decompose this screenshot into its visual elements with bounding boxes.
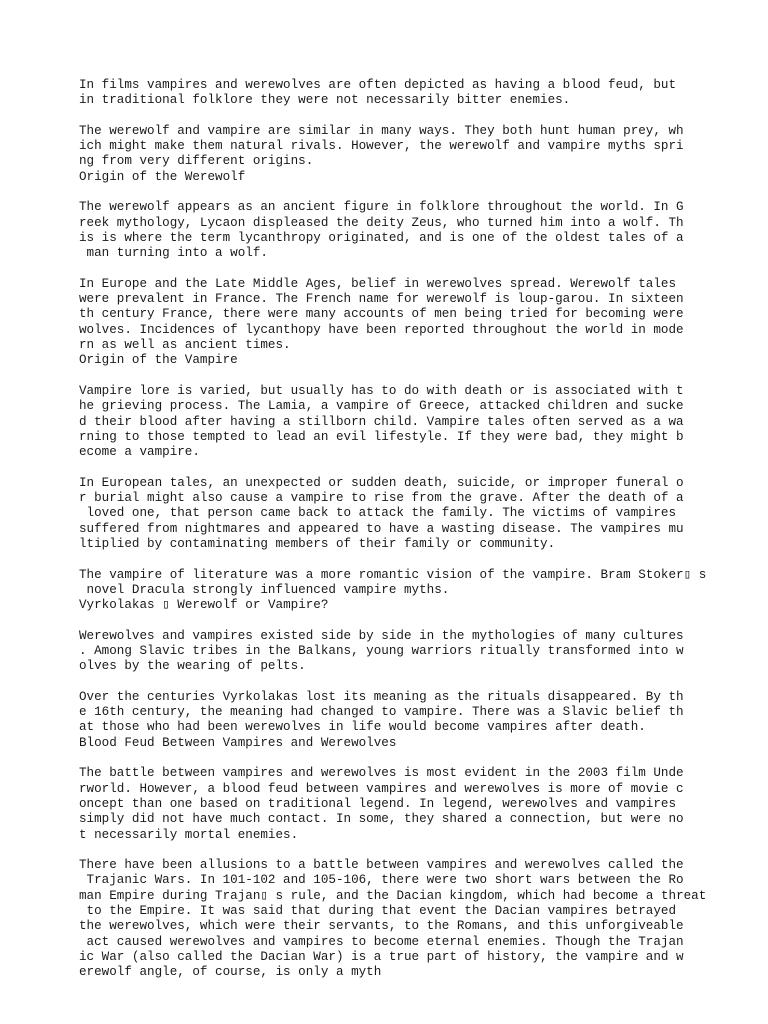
text-line: rn as well as ancient times. bbox=[79, 338, 291, 353]
text-line: The battle between vampires and werewolves is most evident in the 2003 film Unde bbox=[79, 766, 684, 781]
text-line: is is where the term lycanthropy originated, and is one of the oldest tales of a bbox=[79, 230, 684, 245]
text-line: erewolf angle, of course, is only a myth bbox=[79, 965, 382, 980]
text-line: ic War (also called the Dacian War) is a true part of history, the vampire and w bbox=[79, 949, 684, 964]
paragraph-7 bbox=[79, 568, 759, 614]
text-line: in traditional folklore they were not necessarily bitter enemies. bbox=[79, 93, 571, 108]
text-line: e 16th century, the meaning had changed to vampire. There was a Slavic belief th bbox=[79, 705, 684, 720]
paragraph-10 bbox=[79, 766, 759, 842]
text-line: th century France, there were many accounts of men being tried for becoming were bbox=[79, 307, 684, 322]
section-heading-blood-feud: Blood Feud Between Vampires and Werewolves bbox=[79, 735, 397, 750]
text-line: rning to those tempted to lead an evil lifestyle. If they were bad, they might b bbox=[79, 429, 684, 444]
text-line: The werewolf appears as an ancient figure in folklore throughout the world. In G bbox=[79, 200, 684, 215]
text-line: oncept than one based on traditional legend. In legend, werewolves and vampires bbox=[79, 796, 677, 811]
text-line: man turning into a wolf. bbox=[79, 246, 268, 261]
text-line: ltiplied by contaminating members of their family or community. bbox=[79, 536, 556, 551]
text-line: rworld. However, a blood feud between vampires and werewolves is more of movie c bbox=[79, 781, 684, 796]
paragraph-1 bbox=[79, 78, 759, 109]
text-line: In European tales, an unexpected or sudden death, suicide, or improper funeral o bbox=[79, 475, 684, 490]
paragraph-2 bbox=[79, 124, 759, 185]
text-line: There have been allusions to a battle between vampires and werewolves called the bbox=[79, 858, 684, 873]
document-body bbox=[79, 78, 759, 981]
text-line: The vampire of literature was a more romantic vision of the vampire. Bram Stoker▯ s bbox=[79, 567, 707, 582]
text-line: r burial might also cause a vampire to rise from the grave. After the death of a bbox=[79, 491, 684, 506]
text-line: man Empire during Trajan▯ s rule, and the Dacian kingdom, which had become a threat bbox=[79, 888, 707, 903]
section-heading-werewolf-origin: Origin of the Werewolf bbox=[79, 169, 246, 184]
text-line: d their blood after having a stillborn child. Vampire tales often served as a wa bbox=[79, 414, 684, 429]
text-line: ng from very different origins. bbox=[79, 154, 314, 169]
paragraph-9 bbox=[79, 690, 759, 751]
paragraph-4 bbox=[79, 277, 759, 369]
text-line: ecome a vampire. bbox=[79, 445, 200, 460]
text-line: act caused werewolves and vampires to become eternal enemies. Though the Trajan bbox=[79, 934, 684, 949]
text-line: suffered from nightmares and appeared to have a wasting disease. The vampires mu bbox=[79, 521, 684, 536]
text-line: were prevalent in France. The French name for werewolf is loup-garou. In sixteen bbox=[79, 292, 684, 307]
text-line: Trajanic Wars. In 101-102 and 105-106, there were two short wars between the Ro bbox=[79, 873, 684, 888]
text-line: novel Dracula strongly influenced vampire myths. bbox=[79, 582, 450, 597]
text-line: . Among Slavic tribes in the Balkans, young warriors ritually transformed into w bbox=[79, 643, 684, 658]
text-line: In Europe and the Late Middle Ages, belief in werewolves spread. Werewolf tales bbox=[79, 276, 677, 291]
text-line: simply did not have much contact. In some, they shared a connection, but were no bbox=[79, 812, 684, 827]
text-line: loved one, that person came back to attack the family. The victims of vampires bbox=[79, 506, 677, 521]
text-line: reek mythology, Lycaon displeased the deity Zeus, who turned him into a wolf. Th bbox=[79, 215, 684, 230]
paragraph-11 bbox=[79, 858, 759, 980]
text-line: ich might make them natural rivals. However, the werewolf and vampire myths spri bbox=[79, 139, 684, 154]
paragraph-5 bbox=[79, 384, 759, 460]
text-line: t necessarily mortal enemies. bbox=[79, 827, 299, 842]
text-line: wolves. Incidences of lycanthopy have been reported throughout the world in mode bbox=[79, 322, 684, 337]
text-line: Werewolves and vampires existed side by side in the mythologies of many cultures bbox=[79, 628, 684, 643]
section-heading-vyrkolakas: Vyrkolakas ▯ Werewolf or Vampire? bbox=[79, 598, 329, 613]
text-line: he grieving process. The Lamia, a vampire of Greece, attacked children and sucke bbox=[79, 399, 684, 414]
paragraph-3 bbox=[79, 200, 759, 261]
text-line: olves by the wearing of pelts. bbox=[79, 659, 306, 674]
text-line: In films vampires and werewolves are often depicted as having a blood feud, but bbox=[79, 78, 677, 92]
paragraph-6 bbox=[79, 476, 759, 552]
text-line: the werewolves, which were their servants, to the Romans, and this unforgiveable bbox=[79, 919, 684, 934]
text-line: Over the centuries Vyrkolakas lost its meaning as the rituals disappeared. By th bbox=[79, 689, 684, 704]
text-line: to the Empire. It was said that during that event the Dacian vampires betrayed bbox=[79, 904, 677, 919]
paragraph-8 bbox=[79, 629, 759, 675]
section-heading-vampire-origin: Origin of the Vampire bbox=[79, 353, 238, 368]
text-line: Vampire lore is varied, but usually has to do with death or is associated with t bbox=[79, 383, 684, 398]
text-line: The werewolf and vampire are similar in many ways. They both hunt human prey, wh bbox=[79, 123, 684, 138]
text-line: at those who had been werewolves in life would become vampires after death. bbox=[79, 720, 646, 735]
